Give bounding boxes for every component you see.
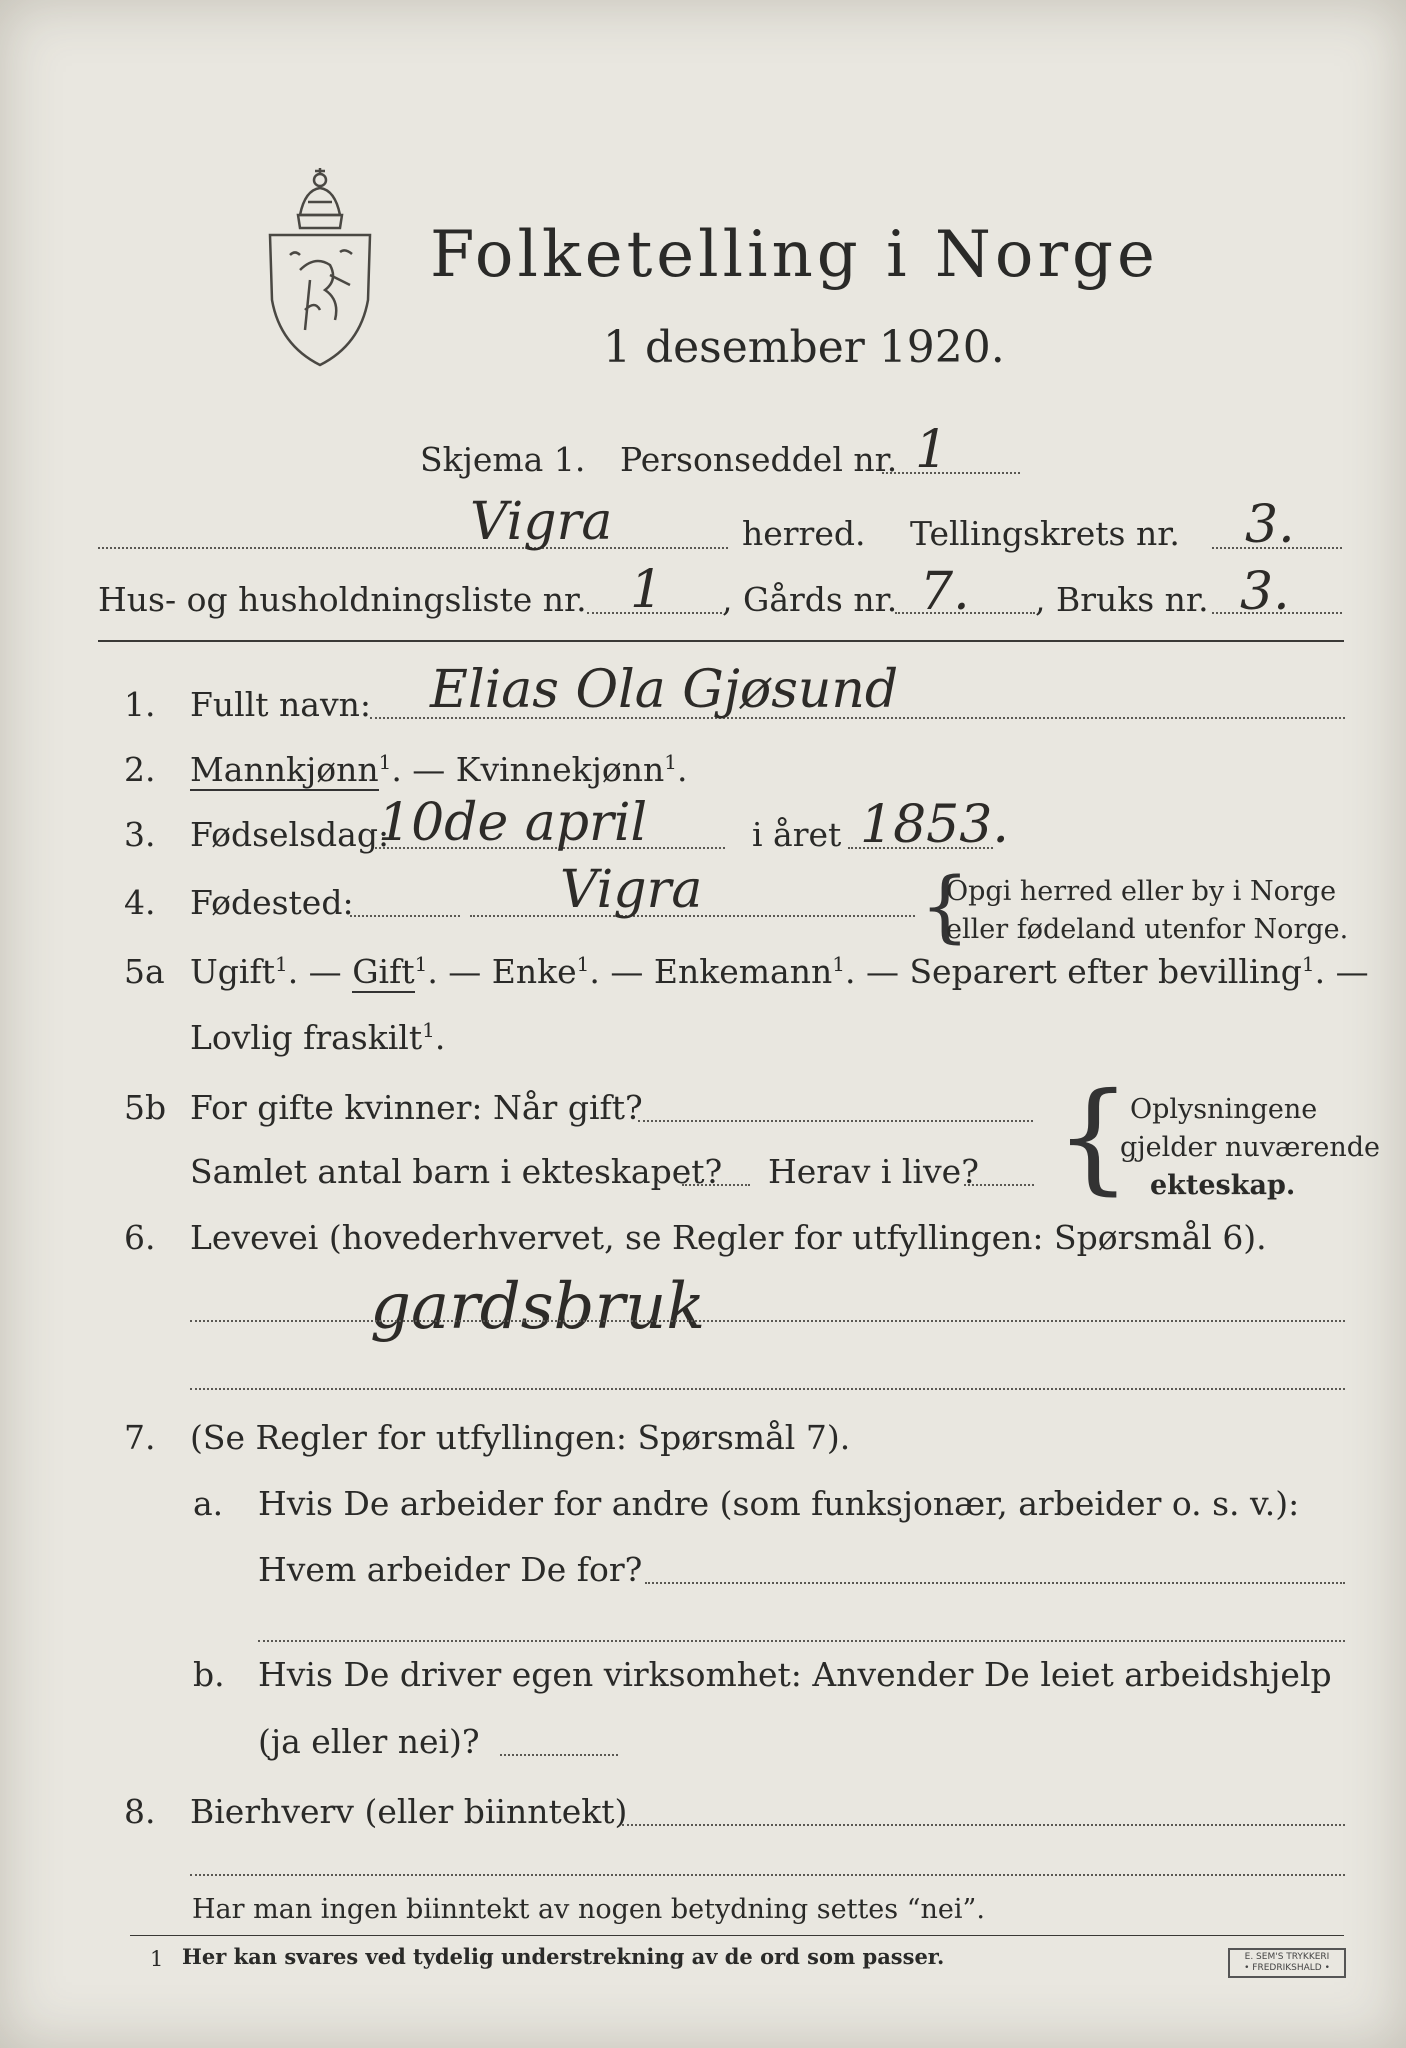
skjema-label: Skjema 1. [420, 440, 586, 479]
q5a-number: 5a [124, 952, 165, 991]
footer-note: Har man ingen biinntekt av nogen betydning settes “nei”. [192, 1894, 985, 1925]
q1-label: Fullt navn: [190, 685, 371, 724]
tellingskrets-label: Tellingskrets nr. [910, 514, 1180, 553]
q4-number: 4. [124, 883, 156, 922]
option-kvinnekjonn: Kvinnekjønn [455, 750, 665, 789]
marriage-note-2: gjelder nuværende [1120, 1132, 1380, 1163]
hus-value: 1 [630, 560, 664, 620]
q1-number: 1. [124, 685, 156, 724]
q7-number: 7. [124, 1418, 156, 1457]
year-label: i året [752, 815, 842, 854]
birthplace-value: Vigra [560, 860, 703, 920]
q7a-letter: a. [193, 1484, 224, 1523]
q5b-line3: Herav i live? [768, 1152, 979, 1191]
personseddel-value: 1 [915, 420, 949, 480]
tellingskrets-value: 3. [1245, 495, 1295, 555]
q5a-options: Ugift$^1$. — Gift$^1$. — Enke$^1$. — Enkemann$^1$. — Separert efter bevilling$^1$. — [190, 952, 1369, 991]
option-enkemann: Enkemann [653, 952, 833, 991]
footnote-number: 1 [150, 1947, 164, 1971]
q5b-line1: For gifte kvinner: Når gift? [190, 1088, 643, 1127]
option-fraskilt: Lovlig fraskilt$^1$. [190, 1018, 446, 1057]
q8-label: Bierhverv (eller biinntekt) [190, 1792, 628, 1831]
marriage-note-3: ekteskap. [1150, 1170, 1296, 1201]
bruks-label: , Bruks nr. [1035, 580, 1209, 619]
q7b-letter: b. [193, 1655, 225, 1694]
option-mannkjonn: Mannkjønn [190, 750, 379, 789]
q5b-number: 5b [124, 1088, 167, 1127]
q4-label: Fødested: [190, 883, 354, 922]
hus-label: Hus- og husholdningsliste nr. [98, 580, 587, 619]
q7a-question: Hvem arbeider De for? [258, 1550, 643, 1589]
q7b-text: Hvis De driver egen virksomhet: Anvender De leiet arbeidshjelp [258, 1655, 1332, 1694]
bruks-value: 3. [1240, 562, 1290, 622]
option-separert: Separert efter bevilling [909, 952, 1302, 991]
q6-label: Levevei (hovederhvervet, se Regler for utfyllingen: Spørsmål 6). [190, 1218, 1267, 1257]
personseddel-label: Personseddel nr. [620, 440, 898, 479]
q3-number: 3. [124, 815, 156, 854]
herred-value: Vigra [470, 492, 613, 552]
census-date: 1 desember 1920. [603, 322, 1005, 373]
footer-divider [130, 1935, 1344, 1936]
birthplace-note-2: eller fødeland utenfor Norge. [946, 914, 1349, 945]
footnote-text: Her kan svares ved tydelig understrekning av de ord som passer. [182, 1944, 945, 1969]
birthday-value: 10de april [378, 793, 648, 853]
q2-options: Mannkjønn$^1$. — Kvinnekjønn$^1$. [190, 750, 688, 789]
q7a-text: Hvis De arbeider for andre (som funksjonær, arbeider o. s. v.): [258, 1484, 1300, 1523]
coat-of-arms-icon [260, 160, 380, 370]
census-form-page: Folketelling i Norge 1 desember 1920. Skjema 1. Personseddel nr. 1 Vigra herred. Tellingskrets nr. 3. Hus- og husholdningsliste nr. 1 , Gårds nr. 7. , Bruks nr. 3. 1. Fullt navn: Elias Ola Gjøsund 2. Mannkjønn$^1$. — Kvinnekjønn$^1$. 3. Fødselsdag: 10de april i året 1853. 4. Fødested: Vigra { Opgi herred eller by i Norge eller fødeland utenfor Norge. 5a Ugift$^1$. — Gift$^1$. — Enke$^1$. — Enkemann$^1$. — Separert efter bevilling$^1$. — Lovlig fraskilt$^1$. 5b For gifte kvinner: Når gift? Samlet antal barn i ekteskapet? Herav i live? { Oplysningene gjelder nuværende ekteskap. 6. Levevei (hovederhvervet, se Regler for utfyllingen: Spørsmål 6). gardsbruk 7. (Se Regler for utfyllingen: Spørsmål 7). a. Hvis De arbeider for andre (som funksjonær, arbeider o. s. v.): Hvem arbeider De for? b. Hvis De driver egen virksomhet: Anvender De leiet arbeidshjelp (ja eller nei)? 8. Bierhverv (eller biinntekt) Har man ingen biinntekt av nogen betydning settes “nei”. 1 Her kan svares ved tydelig understrekning av de ord som passer. E. SEM'S TRYKKERI • FREDRIKSHALD • [0, 0, 1406, 2048]
option-gift: Gift [352, 952, 415, 991]
q7-label: (Se Regler for utfyllingen: Spørsmål 7). [190, 1418, 851, 1457]
full-name-value: Elias Ola Gjøsund [430, 660, 899, 720]
section-divider [98, 640, 1344, 642]
gards-label: , Gårds nr. [722, 580, 898, 619]
occupation-value: gardsbruk [370, 1270, 706, 1344]
q8-number: 8. [124, 1792, 156, 1831]
form-title: Folketelling i Norge [430, 218, 1159, 292]
q3-label: Fødselsdag: [190, 815, 390, 854]
birthplace-note-1: Opgi herred eller by i Norge [946, 876, 1337, 907]
option-ugift: Ugift [190, 952, 275, 991]
marriage-note-1: Oplysningene [1130, 1094, 1318, 1125]
q7b-question: (ja eller nei)? [258, 1722, 480, 1761]
q5b-line2: Samlet antal barn i ekteskapet? [190, 1152, 723, 1191]
option-enke: Enke [491, 952, 577, 991]
gards-value: 7. [920, 562, 970, 622]
birth-year-value: 1853. [860, 795, 1009, 855]
herred-label: herred. [742, 514, 866, 553]
q6-number: 6. [124, 1218, 156, 1257]
q2-number: 2. [124, 750, 156, 789]
printer-stamp: E. SEM'S TRYKKERI • FREDRIKSHALD • [1228, 1948, 1346, 1978]
